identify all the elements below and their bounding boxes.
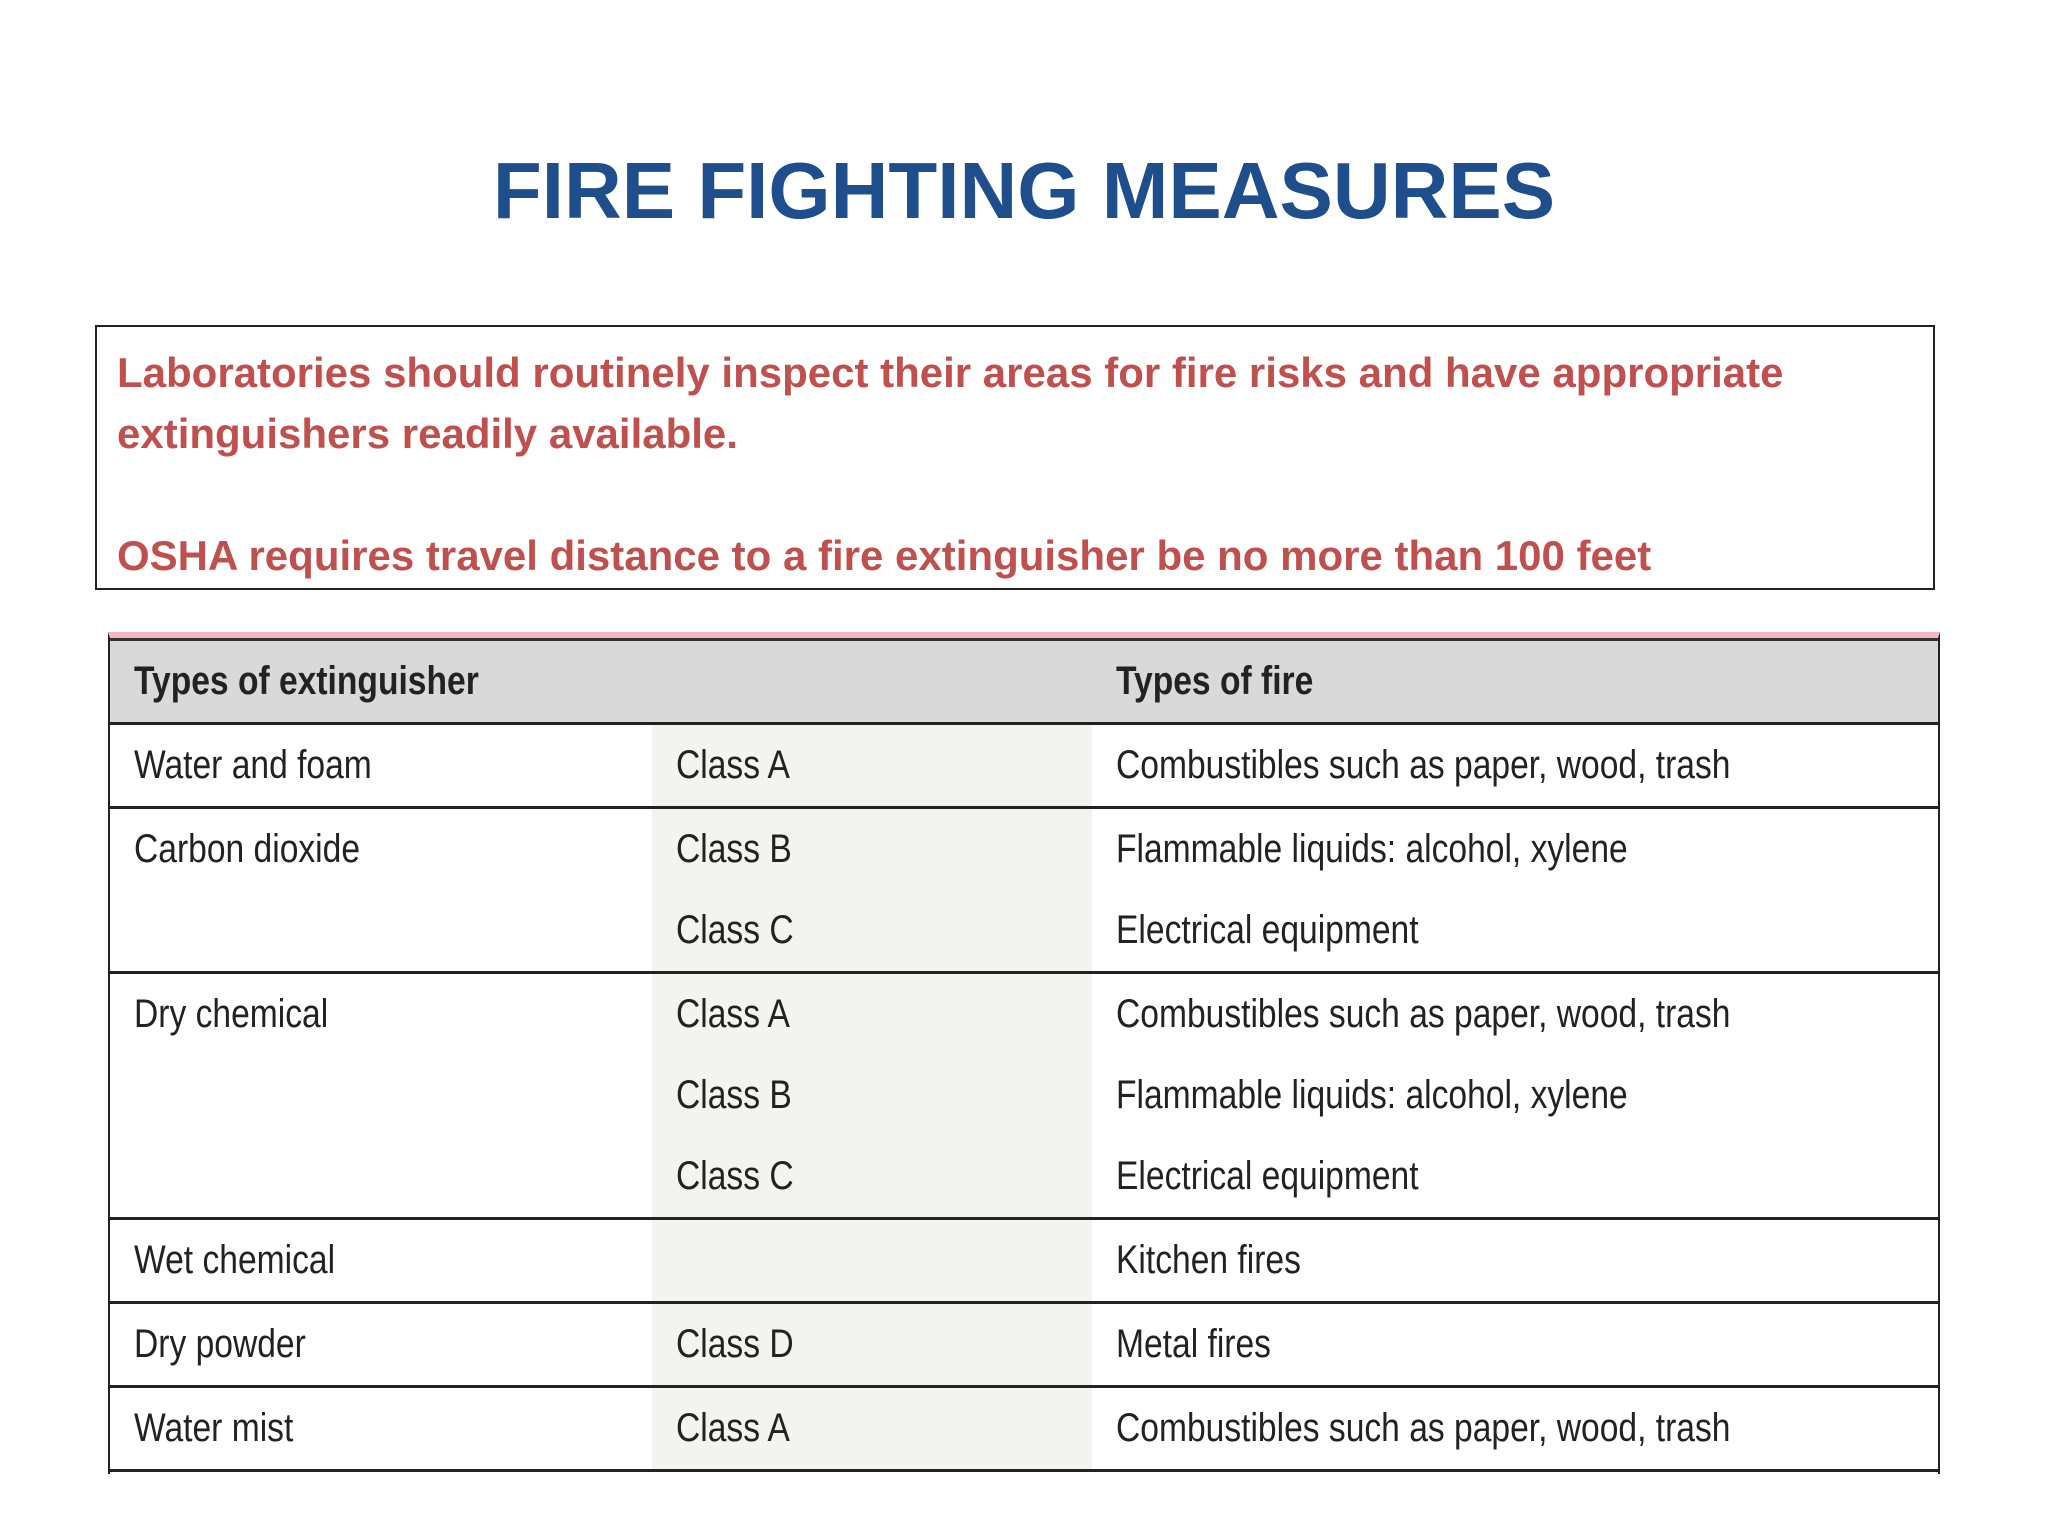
fire-description-cell: Combustibles such as paper, wood, trash bbox=[1092, 724, 1938, 808]
extinguisher-type-cell bbox=[110, 1136, 652, 1219]
table-row bbox=[110, 808, 1938, 891]
fire-description-cell: Combustibles such as paper, wood, trash bbox=[1116, 992, 1731, 1036]
extinguisher-table bbox=[110, 638, 1938, 1472]
header-extinguisher-types bbox=[110, 640, 1092, 724]
fire-class-cell bbox=[652, 1219, 1092, 1303]
fire-class-cell: Class B bbox=[652, 1055, 1092, 1136]
table-row bbox=[110, 1136, 1938, 1219]
fire-class-cell: Class C bbox=[652, 1136, 1092, 1219]
notice-box bbox=[95, 325, 1935, 590]
fire-description-cell: Electrical equipment bbox=[1092, 1136, 1938, 1219]
table-row bbox=[110, 973, 1938, 1056]
extinguisher-type-cell: Dry powder bbox=[110, 1303, 652, 1387]
table-header-row bbox=[110, 640, 1938, 724]
fire-description-cell: Combustibles such as paper, wood, trash bbox=[1092, 1387, 1938, 1471]
fire-description-cell: Kitchen fires bbox=[1092, 1219, 1938, 1303]
fire-class-cell: Class D bbox=[652, 1303, 1092, 1387]
header-fire-types bbox=[1092, 640, 1938, 724]
fire-class-cell: Class C bbox=[652, 890, 1092, 973]
extinguisher-type-cell: Dry chemical bbox=[134, 992, 329, 1036]
fire-class-cell: Class B bbox=[652, 808, 1092, 891]
fire-class-cell: Class A bbox=[652, 973, 1092, 1056]
notice-inspection-text: Laboratories should routinely inspect their areas for fire risks and have appropriate extinguishers readily available. bbox=[117, 349, 1784, 457]
fire-description-cell: Flammable liquids: alcohol, xylene bbox=[1116, 827, 1628, 871]
header-fire-label: Types of fire bbox=[1116, 659, 1314, 703]
fire-description-cell: Electrical equipment bbox=[1092, 890, 1938, 973]
page-title: FIRE FIGHTING MEASURES bbox=[492, 146, 1556, 235]
fire-class-cell: Class A bbox=[652, 1387, 1092, 1471]
extinguisher-table-container bbox=[108, 632, 1940, 1474]
table-row bbox=[110, 1055, 1938, 1136]
extinguisher-type-cell: Water mist bbox=[110, 1387, 652, 1471]
header-extinguisher-label: Types of extinguisher bbox=[134, 659, 479, 703]
table-row bbox=[110, 724, 1938, 808]
extinguisher-type-cell bbox=[110, 1055, 652, 1136]
notice-osha-text: OSHA requires travel distance to a fire extinguisher be no more than 100 feet bbox=[117, 532, 1652, 579]
extinguisher-type-cell: Water and foam bbox=[110, 724, 652, 808]
table-row bbox=[110, 1303, 1938, 1387]
extinguisher-type-cell bbox=[110, 890, 652, 973]
extinguisher-type-cell: Carbon dioxide bbox=[134, 827, 361, 871]
table-row bbox=[110, 890, 1938, 973]
fire-description-cell: Flammable liquids: alcohol, xylene bbox=[1116, 1073, 1628, 1117]
table-row bbox=[110, 1387, 1938, 1471]
table-row bbox=[110, 1219, 1938, 1303]
fire-description-cell: Metal fires bbox=[1092, 1303, 1938, 1387]
fire-class-cell: Class A bbox=[652, 724, 1092, 808]
extinguisher-type-cell: Wet chemical bbox=[110, 1219, 652, 1303]
